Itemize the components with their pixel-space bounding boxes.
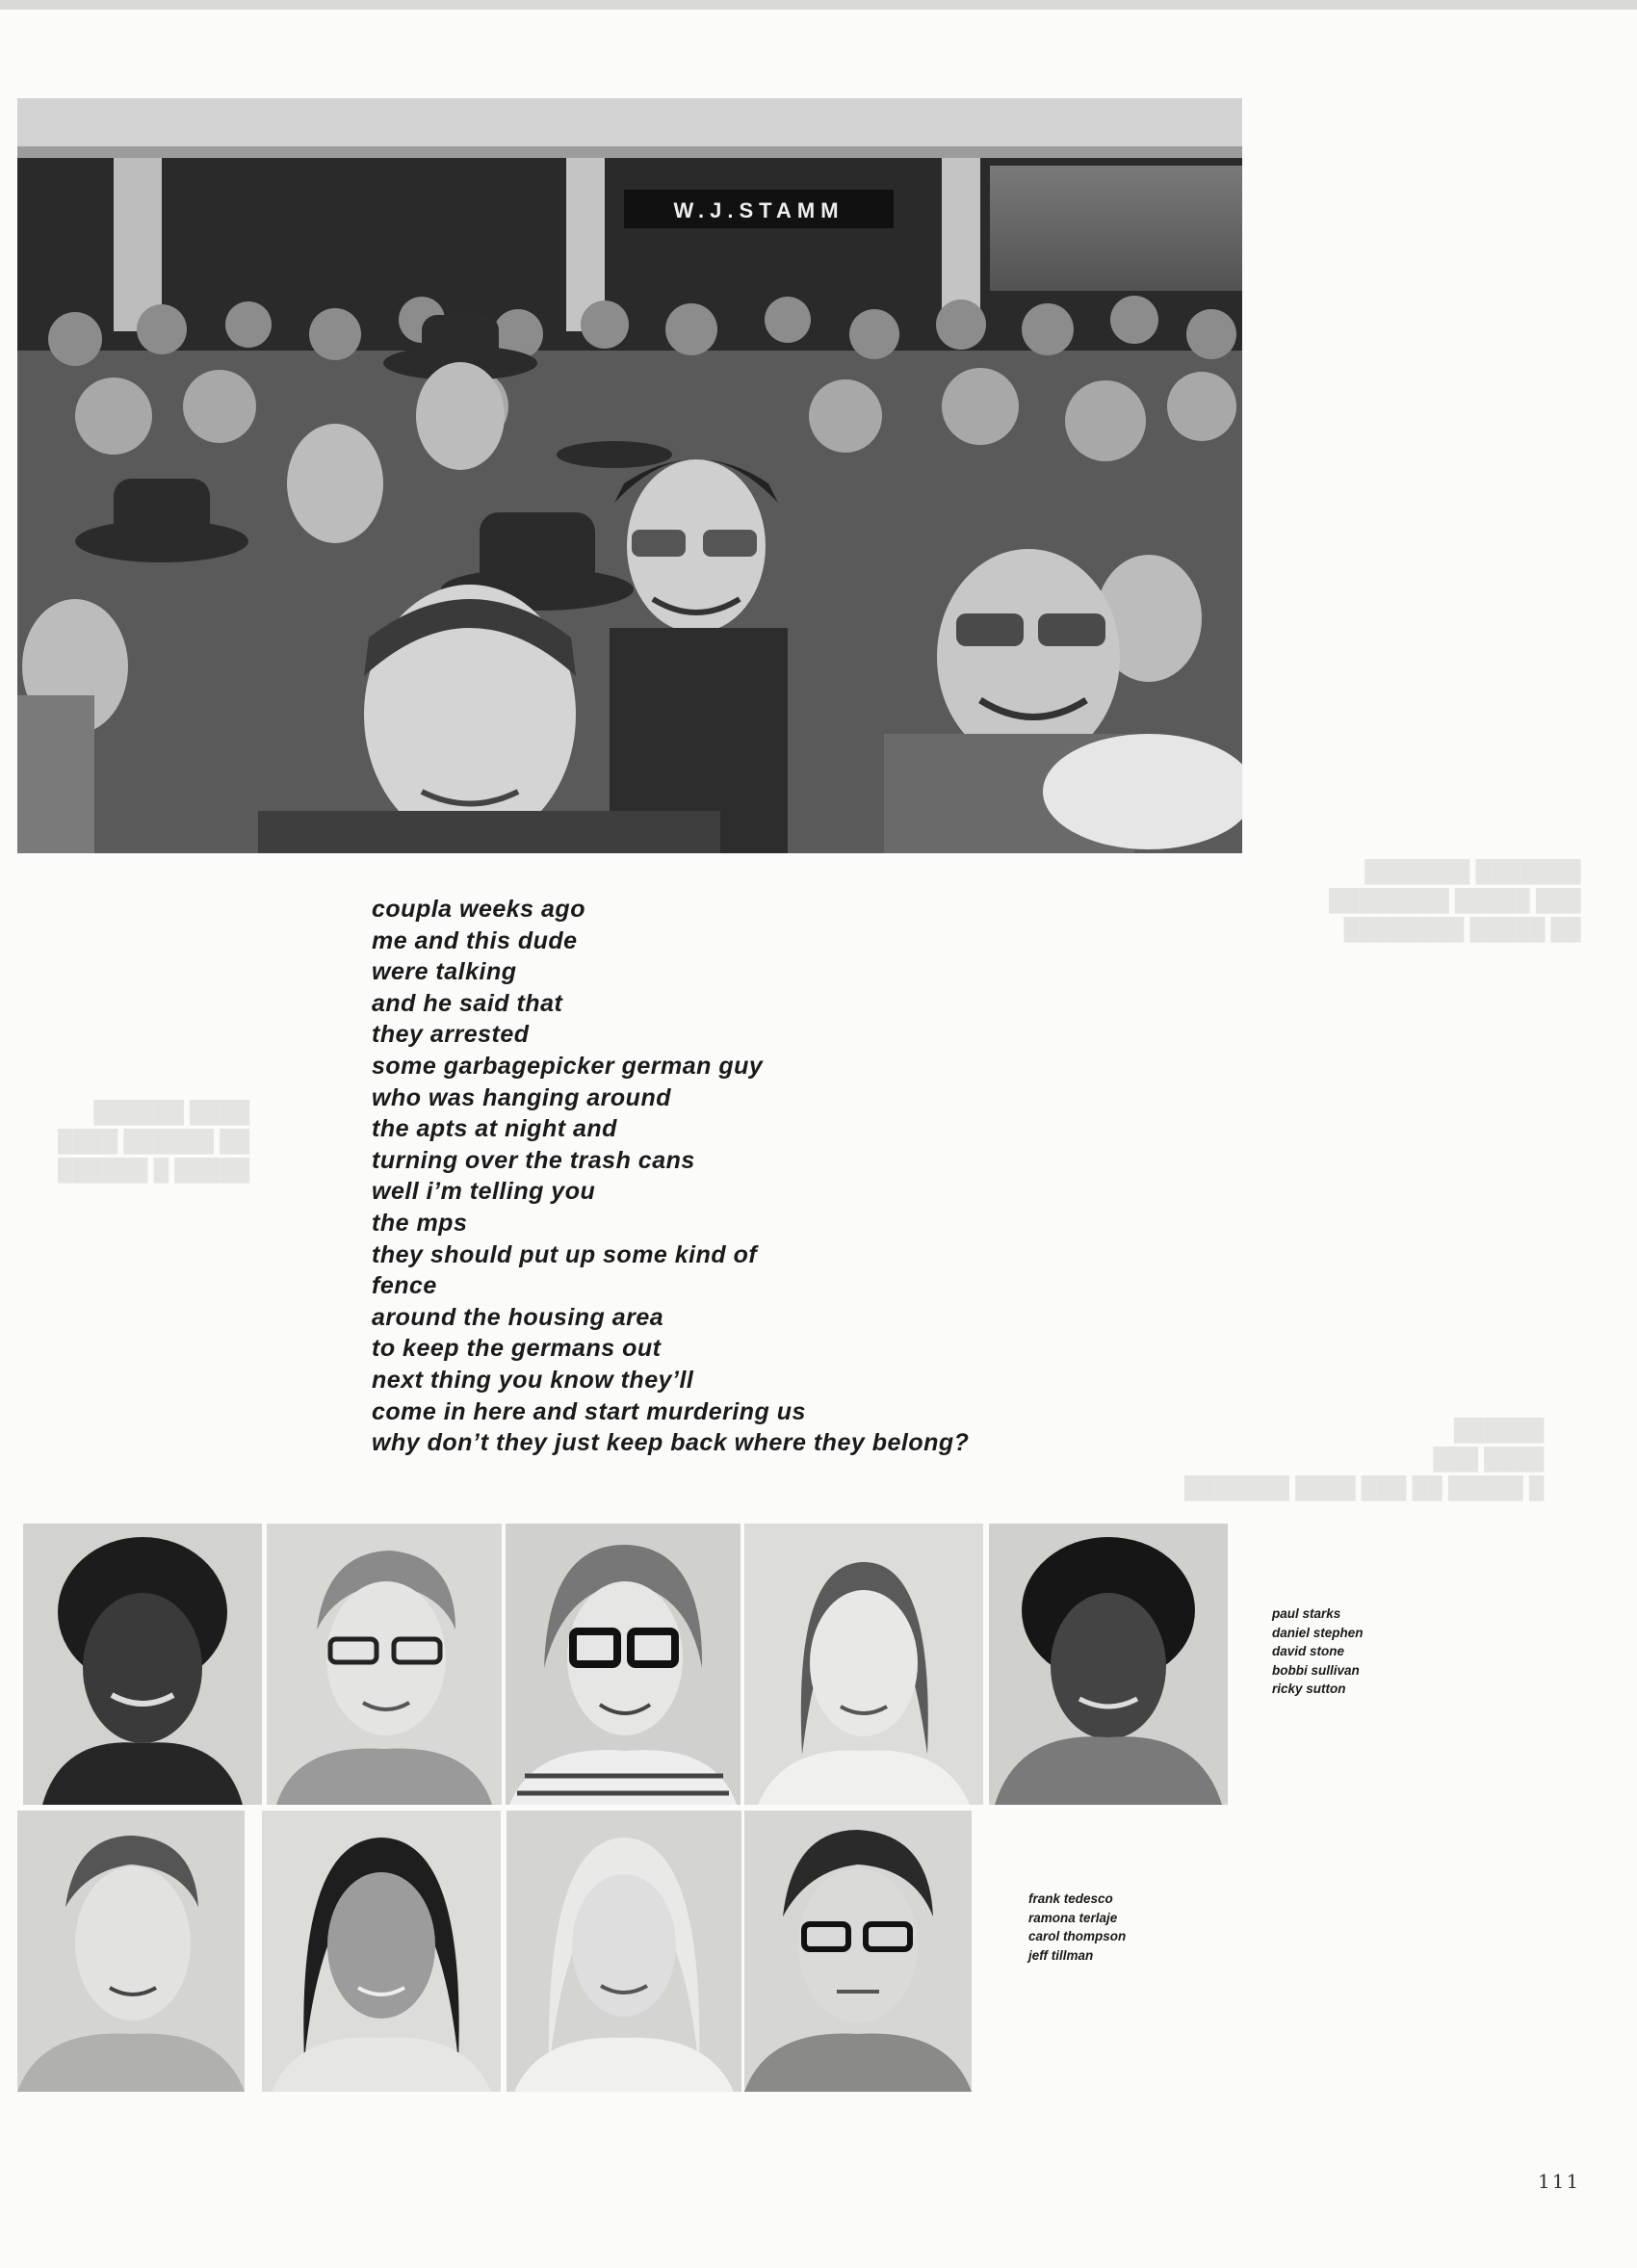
poem-line: to keep the germans out bbox=[372, 1335, 662, 1363]
portrait-bobbi-sullivan bbox=[744, 1524, 983, 1805]
portrait-ricky-sutton bbox=[989, 1524, 1228, 1805]
student-name: carol thompson bbox=[1028, 1929, 1127, 1943]
poem-line: come in here and start murdering us bbox=[372, 1397, 806, 1425]
student-name: bobbi sullivan bbox=[1272, 1662, 1360, 1678]
page-number: 111 bbox=[1538, 2170, 1581, 2193]
student-name: ramona terlaje bbox=[1028, 1910, 1118, 1925]
crowd-photograph bbox=[17, 98, 1242, 853]
page-top-edge bbox=[0, 0, 1637, 10]
student-name: daniel stephen bbox=[1272, 1625, 1364, 1640]
poem-line: why don’t they just keep back where they belong? bbox=[372, 1429, 970, 1457]
poem-line: and he said that bbox=[372, 989, 563, 1017]
student-name: paul starks bbox=[1272, 1606, 1341, 1621]
portrait-david-stone bbox=[506, 1524, 741, 1805]
poem-line: well i’m telling you bbox=[372, 1178, 596, 1206]
show-through-text: ████ ██████ ██ ██████ ████ █████ █ ██████ bbox=[58, 1100, 250, 1182]
storefront-sign: W.J.STAMM bbox=[673, 198, 844, 222]
portrait-ramona-terlaje bbox=[262, 1811, 501, 2092]
poem-line: the apts at night and bbox=[372, 1115, 617, 1143]
portrait-daniel-stephen bbox=[267, 1524, 502, 1805]
poem-line: the mps bbox=[372, 1209, 468, 1237]
poem-line: turning over the trash cans bbox=[372, 1146, 695, 1174]
names-row-1 bbox=[1272, 1604, 1364, 1699]
crowd-photo-illustration bbox=[17, 98, 1242, 853]
student-name: frank tedesco bbox=[1028, 1891, 1113, 1906]
poem-line: next thing you know they’ll bbox=[372, 1366, 694, 1394]
show-through-text: ███████ ███████ ███ █████ ████████ ██ █████ ████████ bbox=[1329, 859, 1581, 941]
student-name: jeff tillman bbox=[1028, 1947, 1094, 1963]
portrait-frank-tedesco bbox=[17, 1811, 245, 2092]
poem-line: around the housing area bbox=[372, 1303, 664, 1331]
poem-line: fence bbox=[372, 1272, 437, 1300]
portrait-carol-thompson bbox=[507, 1811, 741, 2092]
poem-line: who was hanging around bbox=[372, 1083, 671, 1111]
show-through-text: ██████ ████ ███ █ █████ ██ ███ ████ ███████ bbox=[1184, 1418, 1545, 1499]
poem-line: they should put up some kind of bbox=[372, 1240, 758, 1268]
poem-line: they arrested bbox=[372, 1021, 530, 1049]
student-name: ricky sutton bbox=[1272, 1681, 1346, 1696]
poem-line: some garbagepicker german guy bbox=[372, 1052, 764, 1080]
names-row-2 bbox=[1028, 1890, 1126, 1965]
poem bbox=[372, 894, 1104, 1459]
poem-line: coupla weeks ago bbox=[372, 896, 585, 923]
portrait-paul-starks bbox=[23, 1524, 262, 1805]
poem-line: me and this dude bbox=[372, 926, 578, 954]
poem-line: were talking bbox=[372, 958, 517, 986]
student-name: david stone bbox=[1272, 1644, 1345, 1658]
portrait-jeff-tillman bbox=[744, 1811, 972, 2092]
